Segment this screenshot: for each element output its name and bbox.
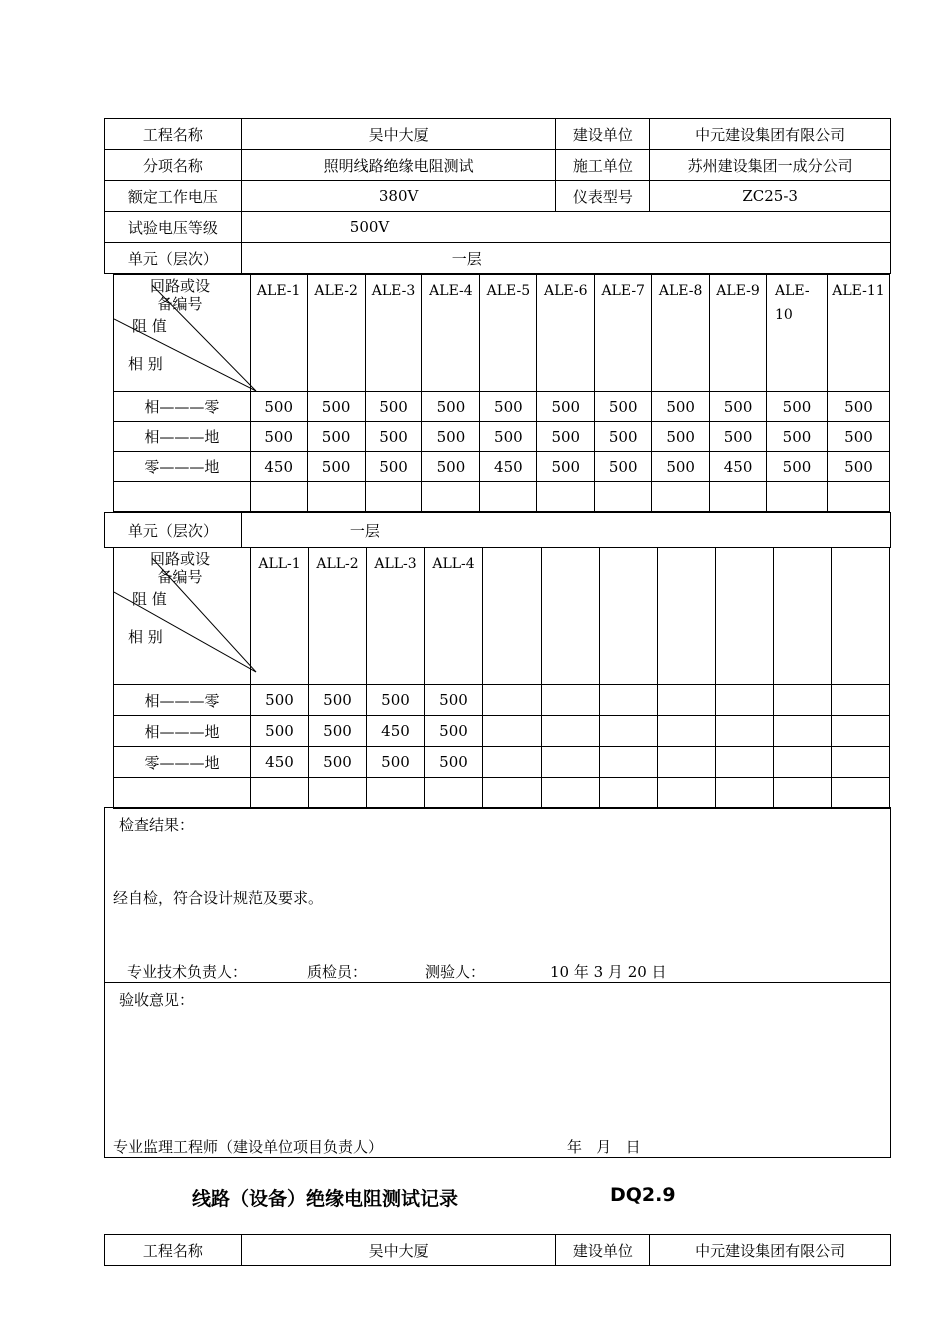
meter-value: ZC25-3 <box>650 181 891 212</box>
test-voltage-label: 试验电压等级 <box>105 212 242 243</box>
meter-label: 仪表型号 <box>556 181 650 212</box>
diag-top-text: 回路或设 备编号 <box>150 277 211 313</box>
diagonal-header-cell <box>114 275 251 392</box>
code-cell: ALL-2 <box>309 548 367 685</box>
table-row <box>114 422 890 452</box>
voltage-value: 380V <box>241 181 556 212</box>
form-code: DQ2.9 <box>610 1184 676 1206</box>
acceptance-box <box>104 982 891 1158</box>
tester-label: 测验人： <box>425 963 486 981</box>
code-cell <box>600 548 658 685</box>
empty-row <box>114 778 890 809</box>
empty-cell <box>250 482 307 512</box>
phase-label: 相———零 <box>114 685 251 716</box>
resistance-value <box>832 716 890 747</box>
resistance-value: 500 <box>827 422 889 452</box>
resistance-value <box>542 685 600 716</box>
empty-cell <box>251 778 309 809</box>
code-cell <box>774 548 832 685</box>
acceptance-title: 验收意见： <box>119 991 195 1009</box>
empty-cell <box>827 482 889 512</box>
tech-lead-label: 专业技术负责人： <box>127 963 248 981</box>
diag-mid-text: 阻 值 <box>132 590 167 608</box>
builder-value: 中元建设集团有限公司 <box>650 119 891 150</box>
empty-row <box>114 482 890 512</box>
inspection-result: 经自检，符合设计规范及要求。 <box>113 889 324 907</box>
resistance-value: 500 <box>595 452 652 482</box>
phase-label: 零———地 <box>114 452 251 482</box>
inspection-box <box>104 807 891 983</box>
unit-value: 一层 <box>241 513 890 548</box>
empty-cell <box>483 778 542 809</box>
code-cell <box>832 548 890 685</box>
table-row <box>114 392 890 422</box>
resistance-value: 500 <box>425 716 483 747</box>
builder-label: 建设单位 <box>556 119 650 150</box>
code-cell: ALE-7 <box>595 275 652 392</box>
empty-cell <box>422 482 480 512</box>
resistance-value: 500 <box>595 422 652 452</box>
resistance-value <box>542 747 600 778</box>
resistance-value: 500 <box>365 392 422 422</box>
resistance-value <box>542 716 600 747</box>
resistance-value: 500 <box>480 422 537 452</box>
code-cell: ALL-4 <box>425 548 483 685</box>
resistance-value: 500 <box>425 685 483 716</box>
project-value: 吴中大厦 <box>241 119 556 150</box>
resistance-value <box>832 747 890 778</box>
contractor-label: 施工单位 <box>556 150 650 181</box>
code-cell <box>716 548 774 685</box>
resistance-value <box>832 685 890 716</box>
empty-cell <box>716 778 774 809</box>
empty-cell <box>307 482 365 512</box>
resistance-value: 500 <box>425 747 483 778</box>
footer-table <box>104 1234 891 1266</box>
table-row <box>114 716 890 747</box>
resistance-value <box>716 685 774 716</box>
resistance-value <box>658 685 716 716</box>
resistance-value: 500 <box>652 452 710 482</box>
code-cell: ALE-6 <box>537 275 595 392</box>
unit-value: 一层 <box>241 243 890 274</box>
resistance-value <box>774 685 832 716</box>
code-cell: ALE-4 <box>422 275 480 392</box>
diag-mid-text: 阻 值 <box>132 317 167 335</box>
empty-cell <box>425 778 483 809</box>
code-cell: ALL-3 <box>367 548 425 685</box>
code-cell: ALE-2 <box>307 275 365 392</box>
resistance-value: 500 <box>767 452 828 482</box>
resistance-value: 500 <box>652 392 710 422</box>
code-cell: ALE-11 <box>827 275 889 392</box>
empty-cell <box>600 778 658 809</box>
resistance-value: 500 <box>309 685 367 716</box>
item-label: 分项名称 <box>105 150 242 181</box>
phase-label: 相———零 <box>114 392 251 422</box>
code-cell <box>658 548 716 685</box>
project-value: 吴中大厦 <box>241 1235 556 1266</box>
resistance-value: 500 <box>250 392 307 422</box>
unit-label: 单元（层次） <box>105 243 242 274</box>
resistance-value: 500 <box>422 392 480 422</box>
acceptance-date: 年 月 日 <box>567 1138 641 1156</box>
empty-cell <box>652 482 710 512</box>
resistance-value: 500 <box>595 392 652 422</box>
empty-cell <box>767 482 828 512</box>
diag-bottom-text: 相 别 <box>128 628 163 646</box>
resistance-value: 500 <box>250 422 307 452</box>
test-voltage-value: 500V <box>241 212 890 243</box>
empty-cell <box>114 482 251 512</box>
diagonal-header-cell <box>114 548 251 685</box>
resistance-value: 500 <box>367 747 425 778</box>
table-row <box>114 685 890 716</box>
resistance-value <box>658 716 716 747</box>
resistance-value: 450 <box>367 716 425 747</box>
resistance-value: 500 <box>307 452 365 482</box>
resistance-value: 500 <box>309 747 367 778</box>
code-cell <box>542 548 600 685</box>
resistance-value <box>483 685 542 716</box>
phase-label: 相———地 <box>114 422 251 452</box>
code-cell: ALE-8 <box>652 275 710 392</box>
builder-value: 中元建设集团有限公司 <box>650 1235 891 1266</box>
phase-label: 零———地 <box>114 747 251 778</box>
inspection-date: 10 年 3 月 20 日 <box>550 963 667 981</box>
resistance-value <box>716 747 774 778</box>
header-table <box>104 118 891 274</box>
resistance-value: 500 <box>710 392 767 422</box>
resistance-value: 500 <box>422 452 480 482</box>
resistance-value: 500 <box>480 392 537 422</box>
resistance-value <box>600 747 658 778</box>
empty-cell <box>710 482 767 512</box>
resistance-value: 500 <box>537 392 595 422</box>
resistance-value <box>483 716 542 747</box>
empty-cell <box>595 482 652 512</box>
empty-cell <box>658 778 716 809</box>
resistance-value <box>774 747 832 778</box>
section1-table <box>113 274 890 512</box>
empty-cell <box>774 778 832 809</box>
resistance-value: 500 <box>251 716 309 747</box>
empty-cell <box>542 778 600 809</box>
resistance-value: 500 <box>710 422 767 452</box>
code-cell: ALL-1 <box>251 548 309 685</box>
resistance-value: 500 <box>307 422 365 452</box>
resistance-value: 450 <box>480 452 537 482</box>
section2-table <box>113 547 890 809</box>
resistance-value: 450 <box>710 452 767 482</box>
resistance-value: 500 <box>537 452 595 482</box>
voltage-label: 额定工作电压 <box>105 181 242 212</box>
form-title: 线路（设备）绝缘电阻测试记录 <box>192 1188 459 1210</box>
resistance-value <box>600 685 658 716</box>
empty-cell <box>832 778 890 809</box>
code-cell: ALE-5 <box>480 275 537 392</box>
resistance-value <box>483 747 542 778</box>
resistance-value: 500 <box>251 685 309 716</box>
builder-label: 建设单位 <box>556 1235 650 1266</box>
empty-cell <box>365 482 422 512</box>
code-cell: ALE-9 <box>710 275 767 392</box>
project-label: 工程名称 <box>105 1235 242 1266</box>
contractor-value: 苏州建设集团一成分公司 <box>650 150 891 181</box>
empty-cell <box>114 778 251 809</box>
item-value: 照明线路绝缘电阻测试 <box>241 150 556 181</box>
code-cell <box>483 548 542 685</box>
resistance-value: 500 <box>827 392 889 422</box>
empty-cell <box>537 482 595 512</box>
empty-cell <box>480 482 537 512</box>
resistance-value: 500 <box>827 452 889 482</box>
resistance-value: 500 <box>367 685 425 716</box>
table-row <box>114 452 890 482</box>
empty-cell <box>309 778 367 809</box>
section2-unit-table <box>104 512 891 548</box>
diag-bottom-text: 相 别 <box>128 355 163 373</box>
empty-cell <box>367 778 425 809</box>
qc-label: 质检员： <box>307 963 368 981</box>
table-row <box>114 747 890 778</box>
resistance-value: 500 <box>309 716 367 747</box>
resistance-value: 500 <box>307 392 365 422</box>
resistance-value <box>774 716 832 747</box>
resistance-value: 500 <box>652 422 710 452</box>
resistance-value: 500 <box>767 422 828 452</box>
resistance-value: 500 <box>365 452 422 482</box>
code-cell: ALE- 10 <box>767 275 828 392</box>
resistance-value <box>716 716 774 747</box>
project-label: 工程名称 <box>105 119 242 150</box>
diag-top-text: 回路或设 备编号 <box>150 550 211 586</box>
resistance-value <box>600 716 658 747</box>
resistance-value: 450 <box>250 452 307 482</box>
code-cell: ALE-3 <box>365 275 422 392</box>
inspection-title: 检查结果： <box>119 816 195 834</box>
resistance-value: 500 <box>422 422 480 452</box>
acceptance-signer: 专业监理工程师（建设单位项目负责人） <box>113 1138 384 1156</box>
resistance-value <box>658 747 716 778</box>
resistance-value: 450 <box>251 747 309 778</box>
phase-label: 相———地 <box>114 716 251 747</box>
resistance-value: 500 <box>767 392 828 422</box>
resistance-value: 500 <box>365 422 422 452</box>
resistance-value: 500 <box>537 422 595 452</box>
code-cell: ALE-1 <box>250 275 307 392</box>
unit-label: 单元（层次） <box>105 513 242 548</box>
